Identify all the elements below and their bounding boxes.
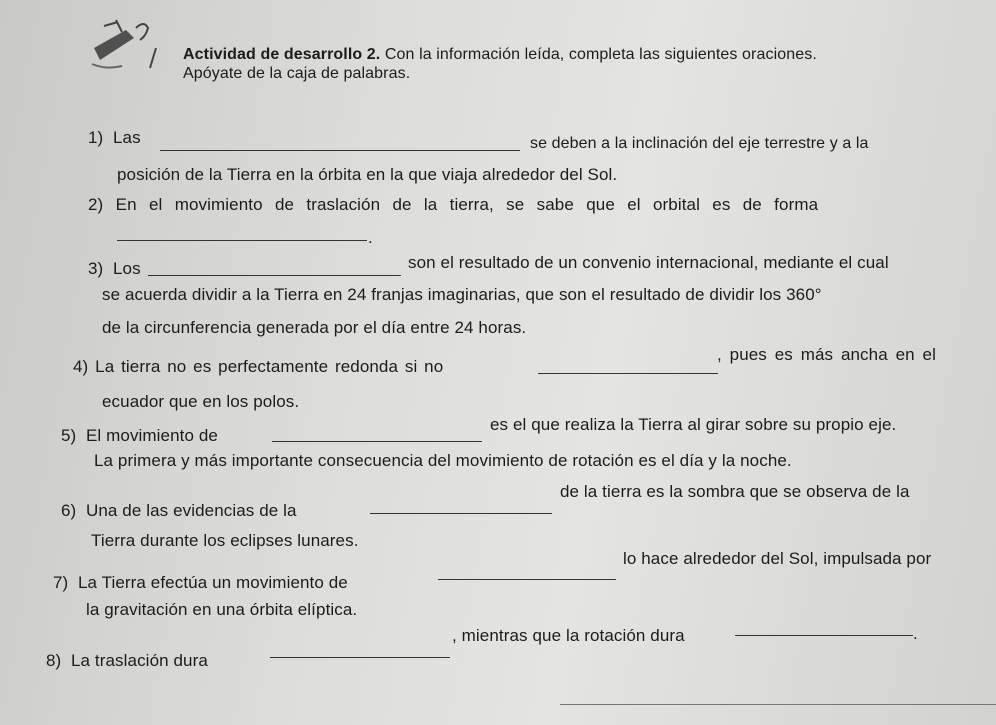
- blank-4[interactable]: [538, 359, 718, 374]
- blank-1[interactable]: [160, 136, 520, 151]
- item-3-line-1b: son el resultado de un convenio internacional, mediante el cual: [408, 253, 889, 272]
- item-3-line-1: 3) Los: [88, 259, 141, 278]
- item-5-line-1b: es el que realiza la Tierra al girar sobre su propio eje.: [490, 415, 897, 434]
- item-1-line-1b: se deben a la inclinación del eje terrestre y a la: [530, 135, 869, 152]
- item-6-line-1: 6) Una de las evidencias de la: [61, 501, 297, 520]
- blank-7[interactable]: [438, 565, 616, 580]
- blank-8a[interactable]: [270, 643, 450, 658]
- page-bottom-edge: [560, 704, 996, 705]
- blank-2[interactable]: [117, 226, 367, 241]
- item-3-line-2: se acuerda dividir a la Tierra en 24 franjas imaginarias, que son el resultado de dividir los 360°: [102, 285, 822, 304]
- item-7-line-1b: lo hace alrededor del Sol, impulsada por: [623, 549, 932, 568]
- blank-5[interactable]: [272, 427, 482, 442]
- blank-6[interactable]: [370, 499, 552, 514]
- activity-instructions: Con la información leída, completa las siguientes oraciones.: [380, 46, 817, 63]
- blank-8b[interactable]: [735, 621, 913, 636]
- item-8-end: .: [913, 624, 918, 643]
- item-8-middle: , mientras que la rotación dura: [452, 626, 685, 645]
- item-8-line-1: 8) La traslación dura: [46, 651, 208, 670]
- item-4-line-2: ecuador que en los polos.: [102, 392, 300, 411]
- item-4-line-1b: , pues es más ancha en el: [717, 345, 936, 364]
- item-1-line-2: posición de la Tierra en la órbita en la que viaja alrededor del Sol.: [117, 165, 618, 184]
- handwritten-scribble-icon: [86, 18, 176, 73]
- activity-header-line1: [183, 46, 817, 64]
- item-4-line-1: 4) La tierra no es perfectamente redonda si no: [73, 357, 444, 376]
- item-6-line-2: Tierra durante los eclipses lunares.: [91, 531, 359, 550]
- item-2-end: .: [368, 228, 373, 247]
- item-1-line-1: 1) Las: [88, 128, 141, 147]
- activity-header-line2: Apóyate de la caja de palabras.: [183, 65, 411, 82]
- item-7-line-1: 7) La Tierra efectúa un movimiento de: [53, 573, 348, 592]
- item-6-line-1b: de la tierra es la sombra que se observa de la: [560, 482, 910, 501]
- item-5-line-1: 5) El movimiento de: [61, 426, 218, 445]
- item-2-line-1: 2) En el movimiento de traslación de la tierra, se sabe que el orbital es de forma: [88, 195, 819, 214]
- blank-3[interactable]: [148, 261, 401, 276]
- item-3-line-3: de la circunferencia generada por el día entre 24 horas.: [102, 318, 527, 337]
- item-7-line-2: la gravitación en una órbita elíptica.: [86, 600, 358, 619]
- item-5-line-2: La primera y más importante consecuencia del movimiento de rotación es el día y la noche.: [94, 451, 792, 470]
- activity-title: Actividad de desarrollo 2.: [183, 46, 381, 63]
